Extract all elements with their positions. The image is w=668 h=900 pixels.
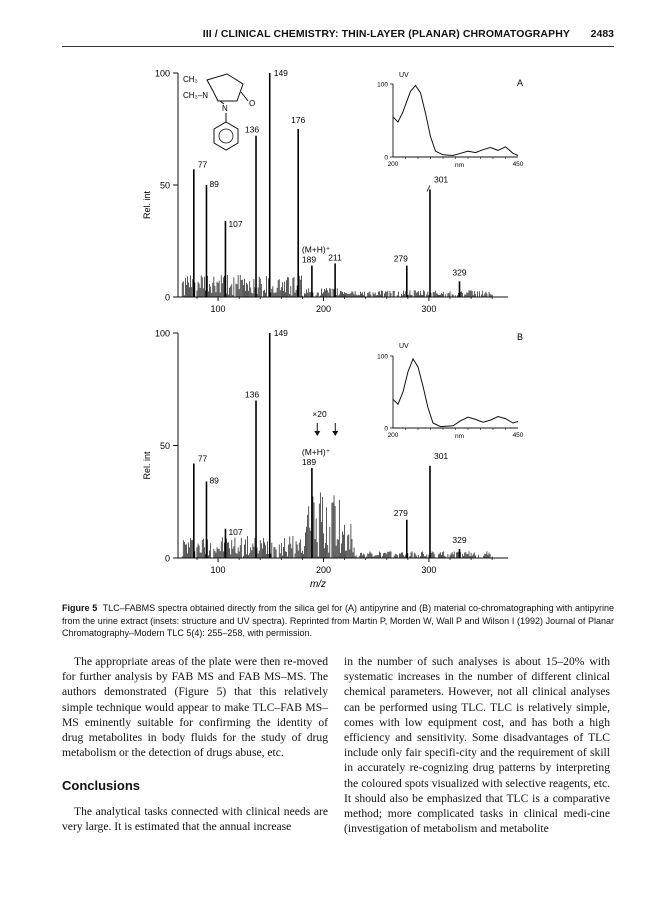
peak-label: 149	[273, 328, 288, 338]
structure-label: CH₃	[183, 75, 198, 84]
panel-letter: B	[517, 332, 524, 342]
peak-label: 89	[209, 179, 219, 189]
y-tick-label: 100	[154, 328, 170, 339]
peak-label: 77	[197, 159, 208, 170]
y-axis-label: Rel. int	[142, 451, 152, 480]
body-paragraph-1: The appropriate areas of the plate were then re-moved for further analysis by FAB MS and FAB MS–MS. The authors demonstrated (Figure 5) that this relatively simple technique would appear to make TLC–FAB MS–MS eminently suitable for confirming the identity of drug metabolites in body fluids for the study of drug metabolism or the detection of drugs abuse, etc.	[62, 655, 328, 760]
inset-x-tick-label: 450	[512, 432, 524, 439]
conclusions-heading: Conclusions	[62, 778, 141, 794]
y-tick-label: 100	[154, 68, 170, 79]
peak-label: 279	[393, 253, 408, 264]
peak-label: 189	[301, 254, 317, 265]
peak-label: 301	[433, 450, 449, 461]
inset-uv-curve	[393, 359, 518, 427]
inset-y-tick-label: 100	[377, 353, 388, 361]
y-tick-label: 50	[159, 441, 170, 451]
peak-label: 136	[244, 124, 260, 135]
peak-label: 107	[228, 218, 243, 229]
structure-label: CH₃–N	[183, 91, 209, 100]
peak-label: 89	[209, 475, 219, 486]
inset-title: UV	[399, 343, 409, 350]
inset-x-label: nm	[454, 162, 465, 169]
phenyl-ring-icon	[214, 122, 238, 150]
inset-uv-curve	[393, 86, 518, 156]
inset-title: UV	[399, 72, 409, 79]
peak-label: 329	[452, 267, 467, 278]
figure-caption-label: Figure 5	[62, 603, 98, 613]
x-tick-label: 100	[210, 304, 226, 314]
annotation-x20: ×20	[312, 409, 327, 419]
inset-x-tick-label: 450	[512, 161, 524, 168]
peak-label: 301	[433, 174, 449, 185]
x-tick-label: 100	[210, 565, 226, 575]
right-column	[344, 654, 610, 836]
inset-y-tick-label: 100	[377, 81, 388, 89]
x-axis-label: m/z	[309, 579, 327, 590]
x-tick-label: 300	[421, 304, 437, 314]
peak-label: 149	[273, 68, 288, 78]
inset-x-tick-label: 200	[387, 432, 399, 439]
inset-y-tick-label: 0	[384, 425, 388, 433]
annotation-mh: (M+H)⁺	[301, 447, 331, 457]
arrow-head-icon	[332, 431, 338, 436]
y-axis-label: Rel. int	[142, 190, 152, 220]
peak-label: 329	[452, 535, 467, 545]
left-column	[62, 654, 328, 834]
structure-label: O	[249, 99, 256, 108]
inset-y-tick-label: 0	[384, 154, 388, 162]
inset-x-label: nm	[454, 433, 465, 440]
x-tick-label: 200	[315, 565, 332, 575]
peak-label: 107	[228, 526, 243, 537]
peak-label: 136	[244, 389, 260, 400]
peak-label: 211	[328, 252, 342, 263]
peak-label: 189	[301, 457, 317, 467]
annotation-mh: (M+H)⁺	[301, 244, 331, 255]
conclusions-paragraph: The analytical tasks connected with clinical needs are very large. It is estimated that the annual increase	[62, 804, 328, 833]
panel-a-chart	[142, 68, 524, 314]
x-tick-label: 300	[421, 565, 437, 575]
peak-label: 77	[197, 453, 208, 464]
antipyrine-ring-icon	[207, 74, 248, 122]
running-header-title: III / CLINICAL CHEMISTRY: THIN-LAYER (PLANAR) CHROMATOGRAPHY	[202, 28, 570, 40]
figure-caption	[62, 602, 614, 640]
y-tick-label: 0	[164, 553, 170, 564]
inset-x-tick-label: 200	[387, 161, 399, 168]
aromatic-circle-icon	[219, 129, 233, 143]
panel-letter: A	[517, 78, 524, 88]
y-tick-label: 50	[159, 180, 170, 191]
page-number: 2483	[590, 28, 614, 40]
peak-label: 176	[291, 115, 306, 125]
x-tick-label: 200	[315, 304, 332, 314]
structure-label: N	[222, 104, 228, 113]
figure-caption-text: TLC–FABMS spectra obtained directly from the silica gel for (A) antipyrine and (B) material co-chromatographing with antipyrine from the urine extract (insets: structure and UV spectra). Reprinted from Martin P, Morden W, Wall P and Wilson I (1992) Journal of Planar Chromatography–Modern TLC 5(4): 255–258, with permission.	[62, 603, 614, 639]
panel-b-chart	[142, 328, 524, 575]
body-paragraph-2: in the number of such analyses is about 15–20% with systematic increases in the number of different clinical chemical parameters. However, not all clinical analyses can be performed using TLC. TLC is relatively simple, comes with low equipment cost, and has both a high efficiency and sensitivity. Some disadvantages of TLC include only fair specifi-city and the requirement of skill in accurately re-cognizing drug patterns by interpreting the coloured spots visualized with selective reagents, etc. It should also be emphasized that TLC is a comparative method; more complicated tasks in clinical medi-cine (investigation of metabolism and metabolite	[344, 655, 610, 836]
arrow-head-icon	[314, 431, 320, 436]
y-tick-label: 0	[164, 292, 170, 303]
peak-label: 279	[393, 507, 408, 518]
